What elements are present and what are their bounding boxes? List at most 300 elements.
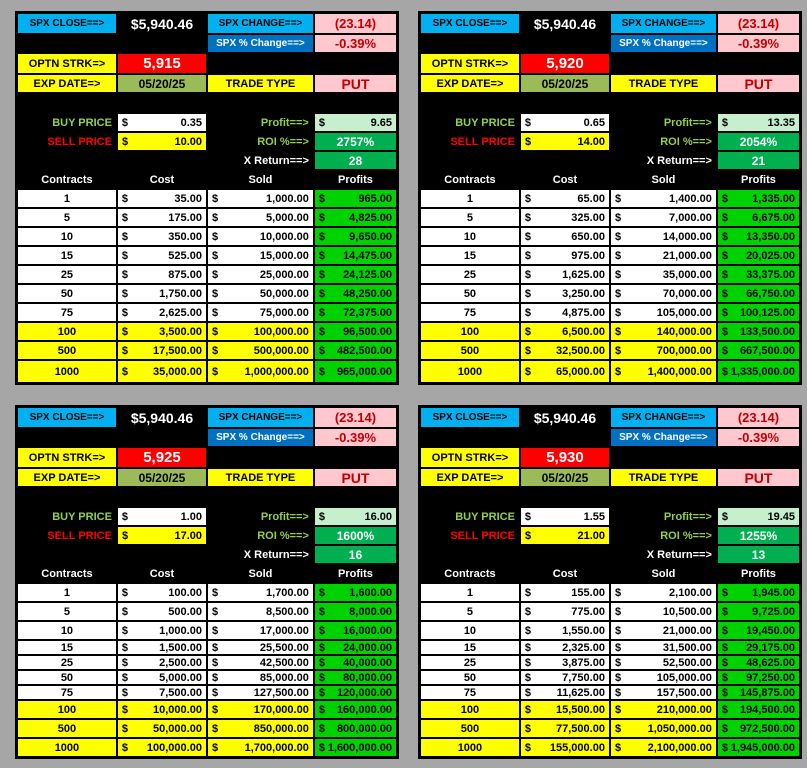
cost-cell: $ 3,500.00 xyxy=(117,322,207,341)
spx-change-value: (23.14) xyxy=(717,13,800,34)
contracts-cell: 75 xyxy=(420,685,520,700)
blank-cell xyxy=(117,545,207,564)
sold-cell: $ 35,000.00 xyxy=(610,265,717,284)
table-row xyxy=(420,719,800,738)
sell-price-label: SELL PRICE xyxy=(17,526,117,545)
x-return-value: 13 xyxy=(717,545,800,564)
contracts-cell: 1 xyxy=(420,583,520,602)
blank-cell xyxy=(520,151,610,170)
profit-cell: $ 14,475.00 xyxy=(314,246,397,265)
cost-cell: $ 155,000.00 xyxy=(520,738,610,757)
strike-value[interactable]: 5,920 xyxy=(520,53,610,74)
profit-cell: $ 8,000.00 xyxy=(314,602,397,621)
table-row xyxy=(420,341,800,360)
spx-change-label: SPX CHANGE==> xyxy=(610,13,717,34)
table-row xyxy=(17,227,397,246)
table-row xyxy=(17,621,397,640)
cost-cell: $ 175.00 xyxy=(117,208,207,227)
sold-cell: $ 140,000.00 xyxy=(610,322,717,341)
contracts-cell: 100 xyxy=(420,322,520,341)
contracts-cell: 100 xyxy=(17,700,117,719)
cost-cell: $ 1,000.00 xyxy=(117,621,207,640)
profit-cell: $ 80,000.00 xyxy=(314,670,397,685)
buy-price-label: BUY PRICE xyxy=(17,113,117,132)
sold-cell: $ 700,000.00 xyxy=(610,341,717,360)
sell-price-label: SELL PRICE xyxy=(420,526,520,545)
spx-change-label: SPX CHANGE==> xyxy=(207,407,314,428)
spx-pct-label: SPX % Change==> xyxy=(610,34,717,53)
profit-cell: $ 24,125.00 xyxy=(314,265,397,284)
cost-cell: $ 500.00 xyxy=(117,602,207,621)
sell-price-input[interactable]: $ 21.00 xyxy=(520,526,610,545)
contracts-cell: 1000 xyxy=(420,738,520,757)
blank-cell xyxy=(117,428,207,447)
blank-cell xyxy=(520,34,610,53)
trade-type-value[interactable]: PUT xyxy=(314,468,397,487)
profit-cell: $ 1,335,000.00 xyxy=(717,360,800,383)
contracts-cell: 1000 xyxy=(17,738,117,757)
spx-close-value: $5,940.46 xyxy=(117,13,207,34)
col-header-profits: Profits xyxy=(314,170,397,189)
x-return-label: X Return==> xyxy=(207,545,314,564)
table-row xyxy=(17,265,397,284)
table-row xyxy=(420,670,800,685)
spx-close-label: SPX CLOSE==> xyxy=(420,407,520,428)
profit-cell: $ 29,175.00 xyxy=(717,640,800,655)
blank-cell xyxy=(520,545,610,564)
blank-cell xyxy=(117,151,207,170)
cost-cell: $ 650.00 xyxy=(520,227,610,246)
col-header-sold: Sold xyxy=(207,170,314,189)
cost-cell: $ 65,000.00 xyxy=(520,360,610,383)
profit-cell: $ 96,500.00 xyxy=(314,322,397,341)
table-row xyxy=(17,685,397,700)
optn-strk-label: OPTN STRK=> xyxy=(420,447,520,468)
contracts-table xyxy=(420,583,800,757)
sold-cell: $ 1,700.00 xyxy=(207,583,314,602)
blank-cell xyxy=(17,428,117,447)
contracts-cell: 75 xyxy=(420,303,520,322)
profit-cell: $ 667,500.00 xyxy=(717,341,800,360)
sold-cell: $ 105,000.00 xyxy=(610,303,717,322)
cost-cell: $ 2,500.00 xyxy=(117,655,207,670)
contracts-cell: 500 xyxy=(17,341,117,360)
contracts-cell: 25 xyxy=(17,265,117,284)
profit-cell: $ 4,825.00 xyxy=(314,208,397,227)
cost-cell: $ 35.00 xyxy=(117,189,207,208)
profit-cell: $ 1,600.00 xyxy=(314,583,397,602)
optn-strk-label: OPTN STRK=> xyxy=(17,447,117,468)
trade-type-value[interactable]: PUT xyxy=(717,468,800,487)
profit-cell: $ 145,875.00 xyxy=(717,685,800,700)
table-row xyxy=(420,621,800,640)
buy-price-input[interactable]: $ 1.55 xyxy=(520,507,610,526)
trade-type-value[interactable]: PUT xyxy=(314,74,397,93)
sold-cell: $ 105,000.00 xyxy=(610,670,717,685)
spx-pct-label: SPX % Change==> xyxy=(207,428,314,447)
blank-cell xyxy=(420,151,520,170)
profit-cell: $ 66,750.00 xyxy=(717,284,800,303)
contracts-cell: 5 xyxy=(420,208,520,227)
strike-value[interactable]: 5,915 xyxy=(117,53,207,74)
profit-value: $ 9.65 xyxy=(314,113,397,132)
buy-price-input[interactable]: $ 0.35 xyxy=(117,113,207,132)
exp-date-value[interactable]: 05/20/25 xyxy=(520,74,610,93)
sold-cell: $ 500,000.00 xyxy=(207,341,314,360)
exp-date-label: EXP DATE=> xyxy=(17,74,117,93)
sell-price-input[interactable]: $ 14.00 xyxy=(520,132,610,151)
sold-cell: $ 2,100,000.00 xyxy=(610,738,717,757)
sold-cell: $ 850,000.00 xyxy=(207,719,314,738)
spx-change-value: (23.14) xyxy=(314,407,397,428)
option-panel xyxy=(418,405,802,759)
profit-cell: $ 40,000.00 xyxy=(314,655,397,670)
sold-cell: $ 1,050,000.00 xyxy=(610,719,717,738)
sold-cell: $ 14,000.00 xyxy=(610,227,717,246)
profit-cell: $ 9,650.00 xyxy=(314,227,397,246)
x-return-value: 28 xyxy=(314,151,397,170)
profit-cell: $ 97,250.00 xyxy=(717,670,800,685)
sold-cell: $ 70,000.00 xyxy=(610,284,717,303)
profit-value: $ 16.00 xyxy=(314,507,397,526)
col-header-profits: Profits xyxy=(717,564,800,583)
contracts-cell: 15 xyxy=(17,246,117,265)
sell-price-input[interactable]: $ 17.00 xyxy=(117,526,207,545)
spx-close-label: SPX CLOSE==> xyxy=(17,13,117,34)
contracts-table xyxy=(17,189,397,383)
cost-cell: $ 350.00 xyxy=(117,227,207,246)
spx-close-value: $5,940.46 xyxy=(520,407,610,428)
buy-price-input[interactable]: $ 0.65 xyxy=(520,113,610,132)
col-header-contracts: Contracts xyxy=(17,564,117,583)
sold-cell: $ 21,000.00 xyxy=(610,246,717,265)
profit-label: Profit==> xyxy=(610,113,717,132)
spx-pct-label: SPX % Change==> xyxy=(610,428,717,447)
sold-cell: $ 1,400,000.00 xyxy=(610,360,717,383)
cost-cell: $ 7,500.00 xyxy=(117,685,207,700)
blank-cell xyxy=(314,53,397,74)
profit-cell: $ 133,500.00 xyxy=(717,322,800,341)
sold-cell: $ 210,000.00 xyxy=(610,700,717,719)
spx-change-label: SPX CHANGE==> xyxy=(207,13,314,34)
col-header-sold: Sold xyxy=(610,170,717,189)
sold-cell: $ 1,000,000.00 xyxy=(207,360,314,383)
strike-value[interactable]: 5,930 xyxy=(520,447,610,468)
profit-cell: $ 9,725.00 xyxy=(717,602,800,621)
contracts-cell: 10 xyxy=(420,621,520,640)
table-row xyxy=(17,700,397,719)
spacer xyxy=(17,487,397,507)
contracts-cell: 15 xyxy=(420,246,520,265)
profit-cell: $ 19,450.00 xyxy=(717,621,800,640)
table-row xyxy=(420,655,800,670)
cost-cell: $ 875.00 xyxy=(117,265,207,284)
profit-cell: $ 194,500.00 xyxy=(717,700,800,719)
table-row xyxy=(17,738,397,757)
sold-cell: $ 25,500.00 xyxy=(207,640,314,655)
col-header-profits: Profits xyxy=(314,564,397,583)
cost-cell: $ 1,500.00 xyxy=(117,640,207,655)
col-header-profits: Profits xyxy=(717,170,800,189)
spx-pct-value: -0.39% xyxy=(314,34,397,53)
exp-date-label: EXP DATE=> xyxy=(17,468,117,487)
sold-cell: $ 1,000.00 xyxy=(207,189,314,208)
profit-cell: $ 965,000.00 xyxy=(314,360,397,383)
table-row xyxy=(420,303,800,322)
profit-cell: $ 1,945,000.00 xyxy=(717,738,800,757)
profit-cell: $ 1,945.00 xyxy=(717,583,800,602)
col-header-cost: Cost xyxy=(520,564,610,583)
table-row xyxy=(420,583,800,602)
strike-value[interactable]: 5,925 xyxy=(117,447,207,468)
profit-cell: $ 482,500.00 xyxy=(314,341,397,360)
contracts-cell: 15 xyxy=(17,640,117,655)
table-row xyxy=(17,303,397,322)
profit-cell: $ 48,625.00 xyxy=(717,655,800,670)
table-row xyxy=(420,322,800,341)
blank-cell xyxy=(420,428,520,447)
profit-value: $ 19.45 xyxy=(717,507,800,526)
table-row xyxy=(17,602,397,621)
profit-cell: $ 20,025.00 xyxy=(717,246,800,265)
contracts-cell: 1000 xyxy=(17,360,117,383)
cost-cell: $ 2,325.00 xyxy=(520,640,610,655)
profit-cell: $ 160,000.00 xyxy=(314,700,397,719)
sold-cell: $ 21,000.00 xyxy=(610,621,717,640)
cost-cell: $ 6,500.00 xyxy=(520,322,610,341)
exp-date-value[interactable]: 05/20/25 xyxy=(520,468,610,487)
sold-cell: $ 75,000.00 xyxy=(207,303,314,322)
col-header-cost: Cost xyxy=(117,564,207,583)
sold-cell: $ 25,000.00 xyxy=(207,265,314,284)
contracts-cell: 15 xyxy=(420,640,520,655)
contracts-cell: 75 xyxy=(17,303,117,322)
blank-cell xyxy=(314,447,397,468)
sold-cell: $ 85,000.00 xyxy=(207,670,314,685)
buy-price-label: BUY PRICE xyxy=(420,113,520,132)
col-header-contracts: Contracts xyxy=(420,170,520,189)
table-row xyxy=(420,227,800,246)
roi-label: ROI %==> xyxy=(610,132,717,151)
contracts-cell: 1 xyxy=(420,189,520,208)
cost-cell: $ 4,875.00 xyxy=(520,303,610,322)
sold-cell: $ 10,000.00 xyxy=(207,227,314,246)
table-row xyxy=(420,265,800,284)
contracts-cell: 10 xyxy=(420,227,520,246)
spx-pct-label: SPX % Change==> xyxy=(207,34,314,53)
roi-value: 1255% xyxy=(717,526,800,545)
sell-price-label: SELL PRICE xyxy=(420,132,520,151)
cost-cell: $ 3,875.00 xyxy=(520,655,610,670)
col-header-contracts: Contracts xyxy=(17,170,117,189)
contracts-cell: 500 xyxy=(420,719,520,738)
sold-cell: $ 1,700,000.00 xyxy=(207,738,314,757)
blank-cell xyxy=(420,545,520,564)
contracts-cell: 100 xyxy=(420,700,520,719)
buy-price-label: BUY PRICE xyxy=(420,507,520,526)
roi-value: 1600% xyxy=(314,526,397,545)
profit-cell: $ 800,000.00 xyxy=(314,719,397,738)
blank-cell xyxy=(207,447,314,468)
blank-cell xyxy=(610,447,717,468)
profit-cell: $ 33,375.00 xyxy=(717,265,800,284)
profit-cell: $ 48,250.00 xyxy=(314,284,397,303)
profit-value: $ 13.35 xyxy=(717,113,800,132)
contracts-cell: 1 xyxy=(17,583,117,602)
sell-price-input[interactable]: $ 10.00 xyxy=(117,132,207,151)
cost-cell: $ 325.00 xyxy=(520,208,610,227)
roi-value: 2757% xyxy=(314,132,397,151)
spx-change-value: (23.14) xyxy=(314,13,397,34)
sold-cell: $ 2,100.00 xyxy=(610,583,717,602)
sold-cell: $ 17,000.00 xyxy=(207,621,314,640)
contracts-cell: 5 xyxy=(17,208,117,227)
table-row xyxy=(17,640,397,655)
cost-cell: $ 77,500.00 xyxy=(520,719,610,738)
sold-cell: $ 15,000.00 xyxy=(207,246,314,265)
table-row xyxy=(17,189,397,208)
contracts-cell: 100 xyxy=(17,322,117,341)
spacer xyxy=(420,93,800,113)
profit-label: Profit==> xyxy=(207,113,314,132)
table-row xyxy=(17,360,397,383)
contracts-cell: 50 xyxy=(420,670,520,685)
x-return-label: X Return==> xyxy=(610,545,717,564)
trade-type-label: TRADE TYPE xyxy=(207,468,314,487)
sold-cell: $ 127,500.00 xyxy=(207,685,314,700)
profit-cell: $ 1,335.00 xyxy=(717,189,800,208)
table-row xyxy=(420,208,800,227)
blank-cell xyxy=(17,545,117,564)
sold-cell: $ 52,500.00 xyxy=(610,655,717,670)
cost-cell: $ 65.00 xyxy=(520,189,610,208)
contracts-cell: 50 xyxy=(17,670,117,685)
contracts-table xyxy=(420,189,800,383)
profit-cell: $ 72,375.00 xyxy=(314,303,397,322)
table-row xyxy=(17,208,397,227)
spacer xyxy=(17,93,397,113)
roi-label: ROI %==> xyxy=(207,526,314,545)
cost-cell: $ 1,625.00 xyxy=(520,265,610,284)
x-return-label: X Return==> xyxy=(207,151,314,170)
roi-label: ROI %==> xyxy=(610,526,717,545)
cost-cell: $ 525.00 xyxy=(117,246,207,265)
profit-cell: $ 965.00 xyxy=(314,189,397,208)
col-header-sold: Sold xyxy=(610,564,717,583)
table-row xyxy=(420,360,800,383)
sold-cell: $ 157,500.00 xyxy=(610,685,717,700)
table-row xyxy=(17,322,397,341)
spx-change-label: SPX CHANGE==> xyxy=(610,407,717,428)
optn-strk-label: OPTN STRK=> xyxy=(17,53,117,74)
trade-type-value[interactable]: PUT xyxy=(717,74,800,93)
cost-cell: $ 32,500.00 xyxy=(520,341,610,360)
contracts-cell: 50 xyxy=(17,284,117,303)
table-row xyxy=(420,738,800,757)
cost-cell: $ 35,000.00 xyxy=(117,360,207,383)
spx-pct-value: -0.39% xyxy=(717,34,800,53)
blank-cell xyxy=(420,34,520,53)
contracts-cell: 25 xyxy=(420,655,520,670)
cost-cell: $ 2,625.00 xyxy=(117,303,207,322)
blank-cell xyxy=(610,53,717,74)
exp-date-value[interactable]: 05/20/25 xyxy=(117,74,207,93)
contracts-table xyxy=(17,583,397,757)
cost-cell: $ 155.00 xyxy=(520,583,610,602)
contracts-cell: 500 xyxy=(420,341,520,360)
table-row xyxy=(420,284,800,303)
x-return-value: 21 xyxy=(717,151,800,170)
profit-cell: $ 16,000.00 xyxy=(314,621,397,640)
table-row xyxy=(17,246,397,265)
table-row xyxy=(420,700,800,719)
table-row xyxy=(420,640,800,655)
spacer xyxy=(420,487,800,507)
trade-type-label: TRADE TYPE xyxy=(207,74,314,93)
profit-cell: $ 1,600,000.00 xyxy=(314,738,397,757)
sold-cell: $ 8,500.00 xyxy=(207,602,314,621)
x-return-value: 16 xyxy=(314,545,397,564)
contracts-cell: 75 xyxy=(17,685,117,700)
sold-cell: $ 7,000.00 xyxy=(610,208,717,227)
option-panel xyxy=(15,405,399,759)
sold-cell: $ 10,500.00 xyxy=(610,602,717,621)
spx-change-value: (23.14) xyxy=(717,407,800,428)
buy-price-label: BUY PRICE xyxy=(17,507,117,526)
option-panel xyxy=(15,11,399,385)
table-row xyxy=(17,670,397,685)
sold-cell: $ 42,500.00 xyxy=(207,655,314,670)
sold-cell: $ 170,000.00 xyxy=(207,700,314,719)
spx-pct-value: -0.39% xyxy=(314,428,397,447)
blank-cell xyxy=(717,447,800,468)
blank-cell xyxy=(17,151,117,170)
buy-price-input[interactable]: $ 1.00 xyxy=(117,507,207,526)
optn-strk-label: OPTN STRK=> xyxy=(420,53,520,74)
sold-cell: $ 5,000.00 xyxy=(207,208,314,227)
cost-cell: $ 100.00 xyxy=(117,583,207,602)
contracts-cell: 5 xyxy=(420,602,520,621)
sell-price-label: SELL PRICE xyxy=(17,132,117,151)
cost-cell: $ 10,000.00 xyxy=(117,700,207,719)
cost-cell: $ 100,000.00 xyxy=(117,738,207,757)
profit-cell: $ 24,000.00 xyxy=(314,640,397,655)
cost-cell: $ 5,000.00 xyxy=(117,670,207,685)
x-return-label: X Return==> xyxy=(610,151,717,170)
profit-label: Profit==> xyxy=(610,507,717,526)
trade-type-label: TRADE TYPE xyxy=(610,74,717,93)
sold-cell: $ 31,500.00 xyxy=(610,640,717,655)
col-header-cost: Cost xyxy=(117,170,207,189)
exp-date-value[interactable]: 05/20/25 xyxy=(117,468,207,487)
cost-cell: $ 50,000.00 xyxy=(117,719,207,738)
option-panel xyxy=(418,11,802,385)
table-row xyxy=(420,602,800,621)
profit-cell: $ 100,125.00 xyxy=(717,303,800,322)
contracts-cell: 10 xyxy=(17,227,117,246)
exp-date-label: EXP DATE=> xyxy=(420,74,520,93)
spx-close-value: $5,940.46 xyxy=(520,13,610,34)
roi-label: ROI %==> xyxy=(207,132,314,151)
sold-cell: $ 100,000.00 xyxy=(207,322,314,341)
blank-cell xyxy=(17,34,117,53)
blank-cell xyxy=(117,34,207,53)
cost-cell: $ 7,750.00 xyxy=(520,670,610,685)
blank-cell xyxy=(717,53,800,74)
contracts-cell: 5 xyxy=(17,602,117,621)
col-header-sold: Sold xyxy=(207,564,314,583)
profit-cell: $ 13,350.00 xyxy=(717,227,800,246)
